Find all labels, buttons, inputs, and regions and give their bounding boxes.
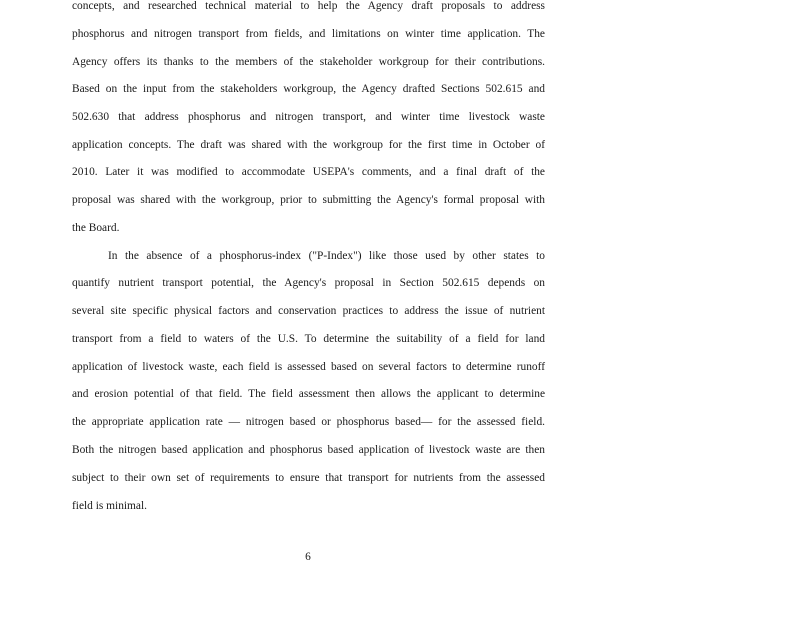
paragraph-2-line: Both the nitrogen based application and phosphorus based application of livestock waste are then bbox=[72, 444, 545, 456]
paragraph-2-line: subject to their own set of requirements to ensure that transport for nutrients from the assessed bbox=[72, 472, 545, 484]
paragraph-1-line: proposal was shared with the workgroup, prior to submitting the Agency's formal proposal with bbox=[72, 194, 545, 206]
paragraph-2-line: application of livestock waste, each field is assessed based on several factors to determine runoff bbox=[72, 361, 545, 373]
paragraph-1-line: the Board. bbox=[72, 222, 120, 234]
paragraph-1-line: Based on the input from the stakeholders workgroup, the Agency drafted Sections 502.615 and bbox=[72, 83, 545, 95]
page-number: 6 bbox=[305, 551, 311, 563]
paragraph-2-line: several site specific physical factors and conservation practices to address the issue of nutrient bbox=[72, 305, 545, 317]
paragraph-1-line: concepts, and researched technical material to help the Agency draft proposals to address bbox=[72, 0, 545, 12]
paragraph-1-line: Agency offers its thanks to the members of the stakeholder workgroup for their contributions. bbox=[72, 56, 545, 68]
paragraph-1-line: 2010. Later it was modified to accommodate USEPA's comments, and a final draft of the bbox=[72, 166, 545, 178]
paragraph-1-line: 502.630 that address phosphorus and nitrogen transport, and winter time livestock waste bbox=[72, 111, 545, 123]
paragraph-2-line: In the absence of a phosphorus-index ("P-Index") like those used by other states to bbox=[108, 250, 545, 262]
paragraph-2-line: quantify nutrient transport potential, the Agency's proposal in Section 502.615 depends on bbox=[72, 277, 545, 289]
paragraph-2-line: the appropriate application rate — nitrogen based or phosphorus based— for the assessed field. bbox=[72, 416, 545, 428]
paragraph-1-line: phosphorus and nitrogen transport from fields, and limitations on winter time application. The bbox=[72, 28, 545, 40]
paragraph-2-line: transport from a field to waters of the U.S. To determine the suitability of a field for land bbox=[72, 333, 545, 345]
paragraph-1-line: application concepts. The draft was shared with the workgroup for the first time in October of bbox=[72, 139, 545, 151]
paragraph-2-line: field is minimal. bbox=[72, 500, 147, 512]
paragraph-2-line: and erosion potential of that field. The field assessment then allows the applicant to determine bbox=[72, 388, 545, 400]
